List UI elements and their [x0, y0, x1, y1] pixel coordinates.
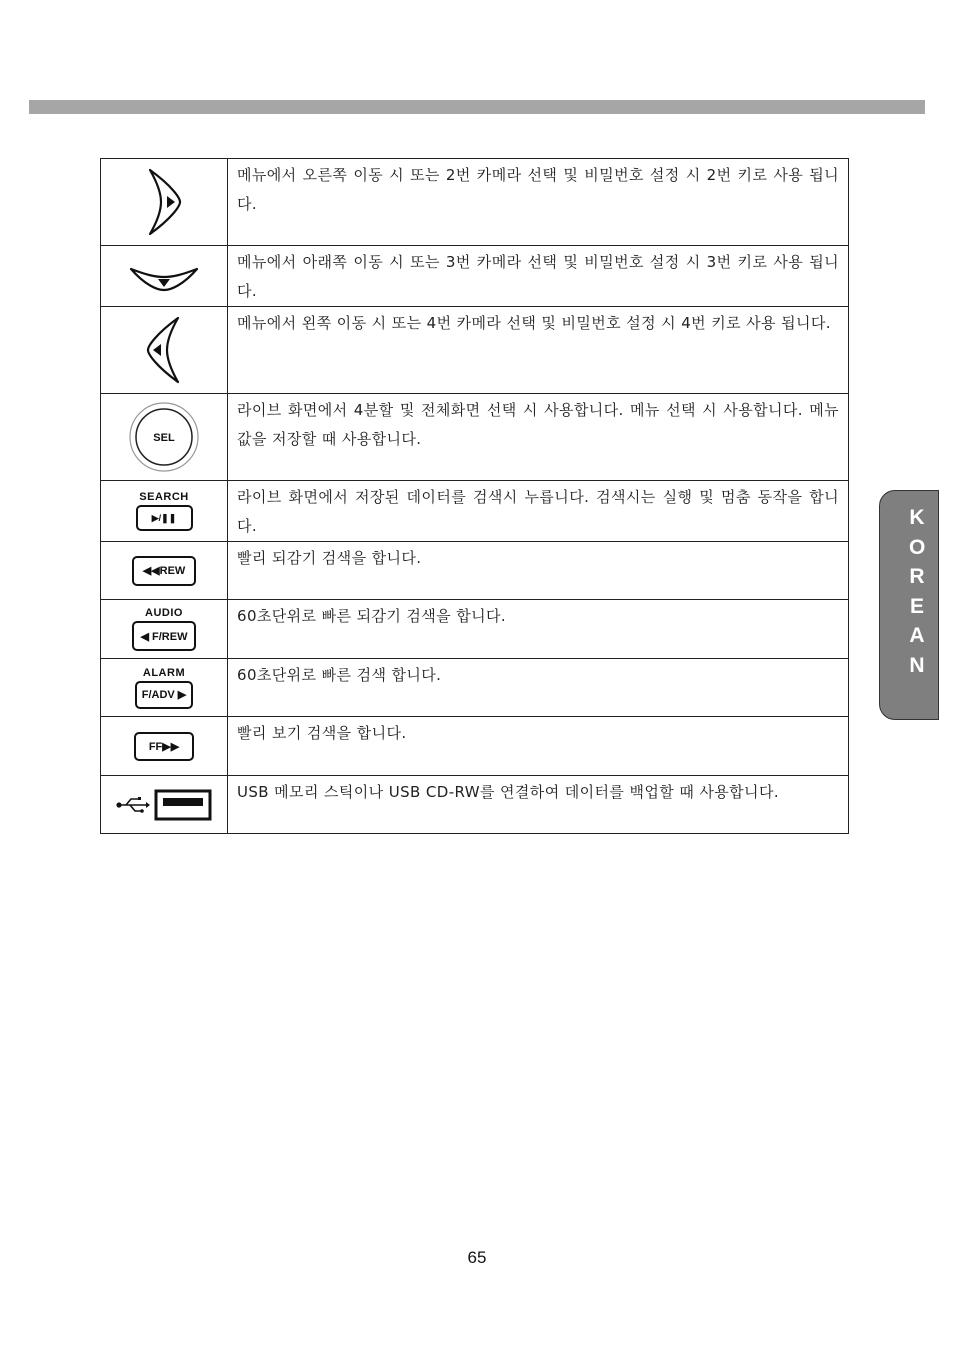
- table-row: [101, 542, 849, 600]
- key-caption: AUDIO: [145, 607, 183, 619]
- key-button-label: ▶/❚❚: [136, 505, 193, 531]
- down-arrow-key-icon: [127, 259, 201, 293]
- key-button-label: F/ADV ▶: [135, 681, 193, 709]
- table-row: [101, 394, 849, 481]
- audio-f-rew-key-icon: [132, 607, 196, 651]
- icon-cell: [101, 246, 228, 307]
- icon-cell: [101, 600, 228, 659]
- icon-cell: [101, 717, 228, 776]
- key-function-table: [100, 158, 849, 834]
- table-row: [101, 159, 849, 246]
- language-tab-letter: A: [909, 624, 925, 647]
- row-description: 라이브 화면에서 4분할 및 전체화면 선택 시 사용합니다. 메뉴 선택 시 사용합니다. 메뉴 값을 저장할 때 사용합니다.: [228, 394, 849, 481]
- table-row: [101, 246, 849, 307]
- key-caption: ALARM: [142, 666, 186, 679]
- sel-key-icon: [128, 401, 200, 473]
- row-description: 빨리 보기 검색을 합니다.: [228, 717, 849, 776]
- icon-cell: [101, 776, 228, 834]
- row-description: 메뉴에서 오른쪽 이동 시 또는 2번 카메라 선택 및 비밀번호 설정 시 2번 키로 사용 됩니다.: [228, 159, 849, 246]
- row-description: 60초단위로 빠른 되감기 검색을 합니다.: [228, 600, 849, 659]
- row-description: USB 메모리 스틱이나 USB CD-RW를 연결하여 데이터를 백업할 때 사용합니다.: [228, 776, 849, 834]
- key-button-label: ◀◀REW: [132, 556, 196, 586]
- table-row: [101, 307, 849, 394]
- language-tab-label: [909, 503, 925, 680]
- icon-cell: [101, 394, 228, 481]
- usb-port-icon: [114, 787, 214, 823]
- key-button-label: ◀ F/REW: [132, 621, 196, 651]
- table-row: [101, 481, 849, 542]
- search-play-pause-key-icon: [136, 491, 193, 531]
- table-row: [101, 717, 849, 776]
- table-row: [101, 776, 849, 834]
- icon-cell: [101, 659, 228, 717]
- left-arrow-key-icon: [144, 312, 184, 388]
- page-number: 65: [467, 1248, 487, 1267]
- icon-cell: [101, 159, 228, 246]
- row-description: 라이브 화면에서 저장된 데이터를 검색시 누릅니다. 검색시는 실행 및 멈춤 동작을 합니다.: [228, 481, 849, 542]
- row-description: 메뉴에서 왼쪽 이동 시 또는 4번 카메라 선택 및 비밀번호 설정 시 4번 키로 사용 됩니다.: [228, 307, 849, 394]
- row-description: 메뉴에서 아래쪽 이동 시 또는 3번 카메라 선택 및 비밀번호 설정 시 3번 키로 사용 됩니다.: [228, 246, 849, 307]
- ff-key-icon: [134, 732, 194, 761]
- key-button-label: FF▶▶: [134, 732, 194, 761]
- table-row: [101, 600, 849, 659]
- language-tab-letter: K: [909, 506, 925, 529]
- alarm-f-adv-key-icon: [135, 667, 193, 709]
- table-row: [101, 659, 849, 717]
- icon-cell: [101, 307, 228, 394]
- icon-cell: [101, 481, 228, 542]
- language-tab-letter: E: [909, 594, 924, 618]
- row-description: 60초단위로 빠른 검색 합니다.: [228, 659, 849, 717]
- row-description: 빨리 되감기 검색을 합니다.: [228, 542, 849, 600]
- language-tab-letter: R: [909, 565, 925, 588]
- icon-cell: [101, 542, 228, 600]
- rew-key-icon: [132, 556, 196, 586]
- header-rule: [29, 100, 925, 114]
- language-tab-letter: N: [909, 653, 925, 677]
- key-caption: SEARCH: [139, 491, 189, 503]
- sel-key-label: SEL: [153, 432, 175, 444]
- right-arrow-key-icon: [144, 164, 184, 240]
- language-tab-letter: O: [909, 535, 926, 559]
